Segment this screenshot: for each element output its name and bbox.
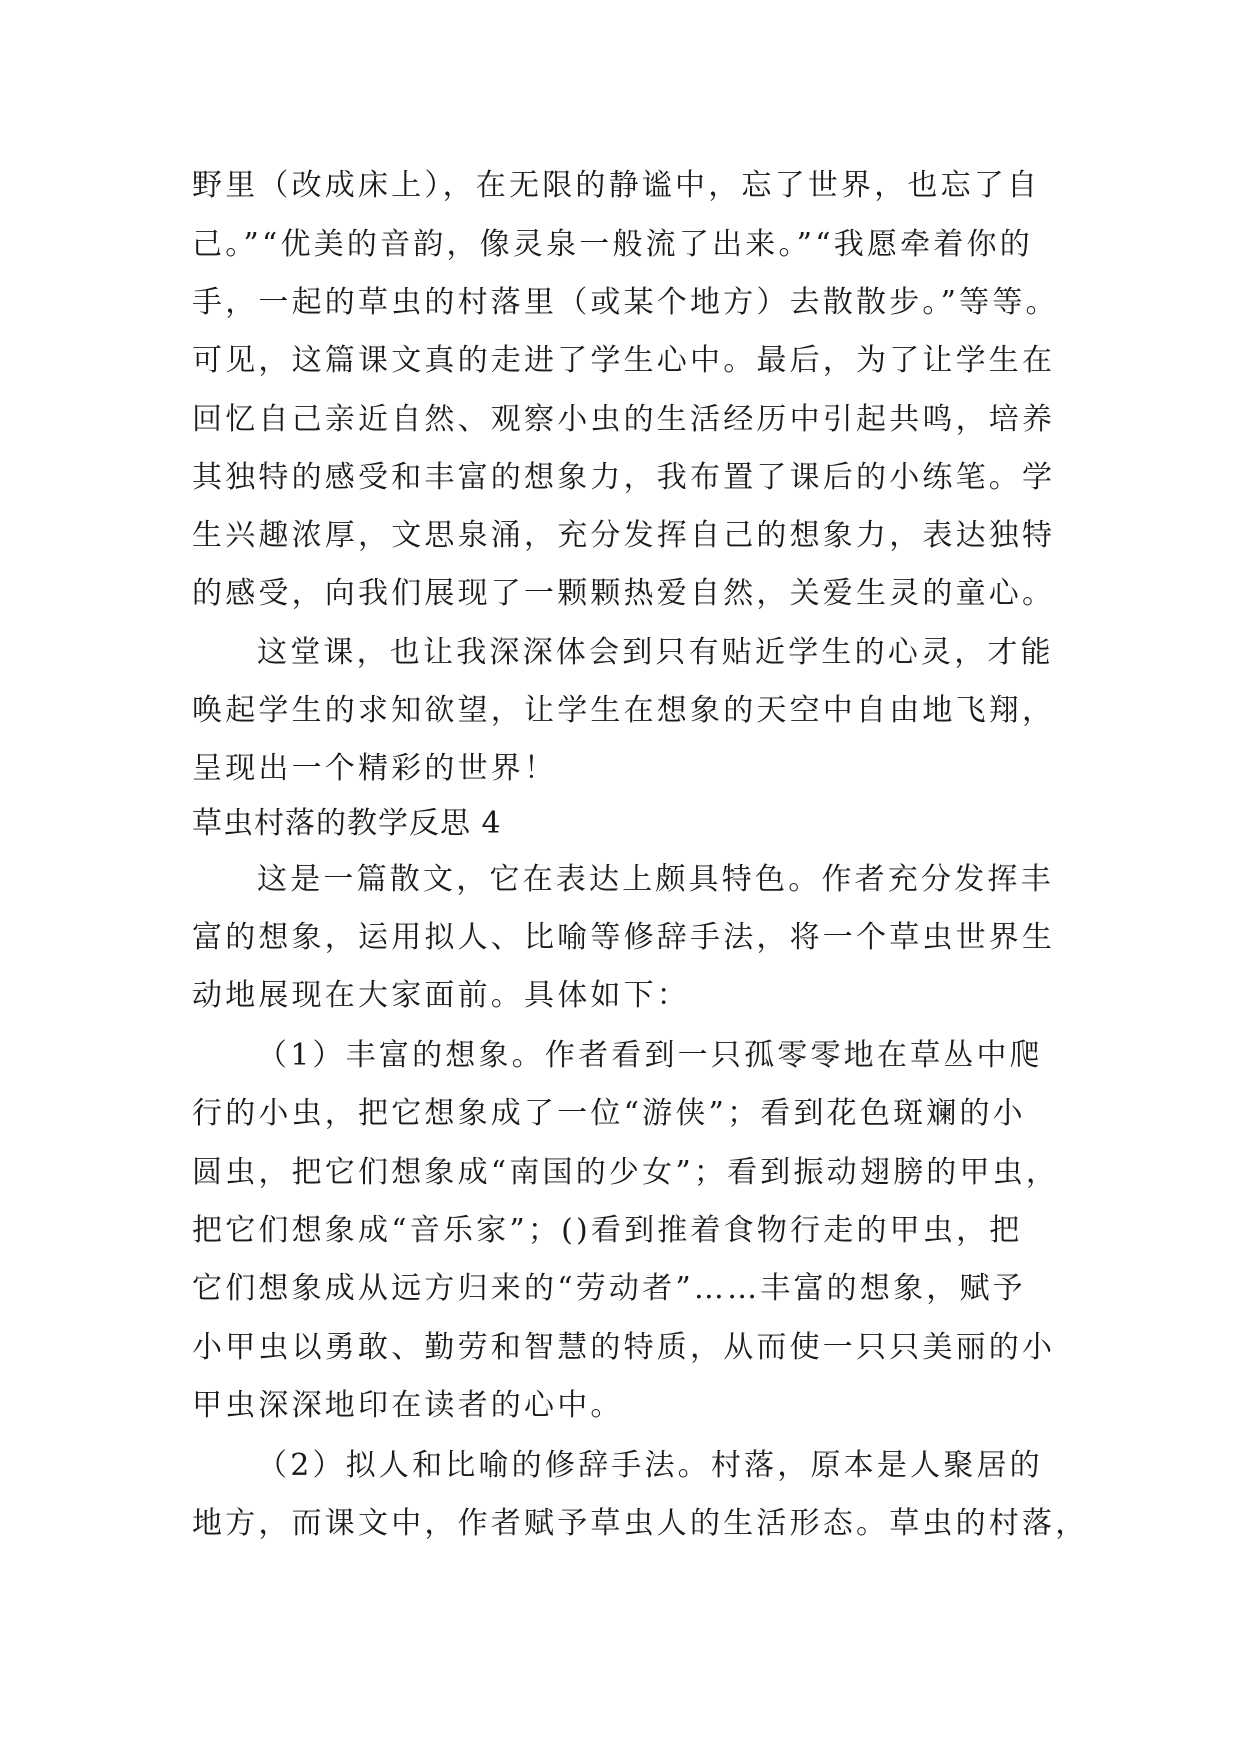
paragraph-start-line: 这堂课，也让我深深体会到只有贴近学生的心灵，才能 bbox=[257, 635, 1054, 670]
text-line-4: 可见，这篇课文真的走进了学生心中。最后，为了让学生在 bbox=[192, 343, 1056, 378]
section-heading: 草虫村落的教学反思 4 bbox=[192, 806, 502, 841]
text-line-18: 圆虫，把它们想象成“南国的少女”；看到振动翅膀的甲虫， bbox=[192, 1155, 1060, 1190]
text-line-17: 行的小虫，把它想象成了一位“游侠”；看到花色斑斓的小 bbox=[192, 1096, 1026, 1131]
list-item-1-start: （1）丰富的想象。作者看到一只孤零零地在草丛中爬 bbox=[257, 1038, 1043, 1073]
text-line-19: 把它们想象成“音乐家”；()看到推着食物行走的甲虫，把 bbox=[192, 1213, 1023, 1248]
text-line-2: 己。”“优美的音韵，像灵泉一般流了出来。”“我愿牵着你的 bbox=[192, 227, 1033, 262]
text-line-11: 呈现出一个精彩的世界！ bbox=[192, 751, 558, 786]
text-line-14: 富的想象，运用拟人、比喻等修辞手法，将一个草虫世界生 bbox=[192, 920, 1056, 955]
text-line-22: 甲虫深深地印在读者的心中。 bbox=[192, 1388, 624, 1423]
text-line-20: 它们想象成从远方归来的“劳动者”……丰富的想象，赋予 bbox=[192, 1271, 1026, 1306]
text-line-5: 回忆自己亲近自然、观察小虫的生活经历中引起共鸣，培养 bbox=[192, 402, 1056, 437]
text-line-8: 的感受，向我们展现了一颗颗热爱自然，关爱生灵的童心。 bbox=[192, 576, 1056, 611]
paragraph-start-line: 这是一篇散文，它在表达上颇具特色。作者充分发挥丰 bbox=[257, 862, 1054, 897]
text-line-3: 手，一起的草虫的村落里（或某个地方）去散散步。”等等。 bbox=[192, 285, 1059, 320]
text-line-15: 动地展现在大家面前。具体如下： bbox=[192, 978, 690, 1013]
text-line-6: 其独特的感受和丰富的想象力，我布置了课后的小练笔。学 bbox=[192, 460, 1056, 495]
text-line-10: 唤起学生的求知欲望，让学生在想象的天空中自由地飞翔， bbox=[192, 693, 1056, 728]
text-line-1: 野里（改成床上），在无限的静谧中，忘了世界，也忘了自 bbox=[192, 168, 1041, 203]
text-line-24: 地方，而课文中，作者赋予草虫人的生活形态。草虫的村落， bbox=[192, 1506, 1089, 1541]
list-item-2-start: （2）拟人和比喻的修辞手法。村落，原本是人聚居的 bbox=[257, 1448, 1043, 1483]
text-line-7: 生兴趣浓厚，文思泉涌，充分发挥自己的想象力，表达独特 bbox=[192, 518, 1056, 553]
text-line-21: 小甲虫以勇敢、勤劳和智慧的特质，从而使一只只美丽的小 bbox=[192, 1330, 1056, 1365]
